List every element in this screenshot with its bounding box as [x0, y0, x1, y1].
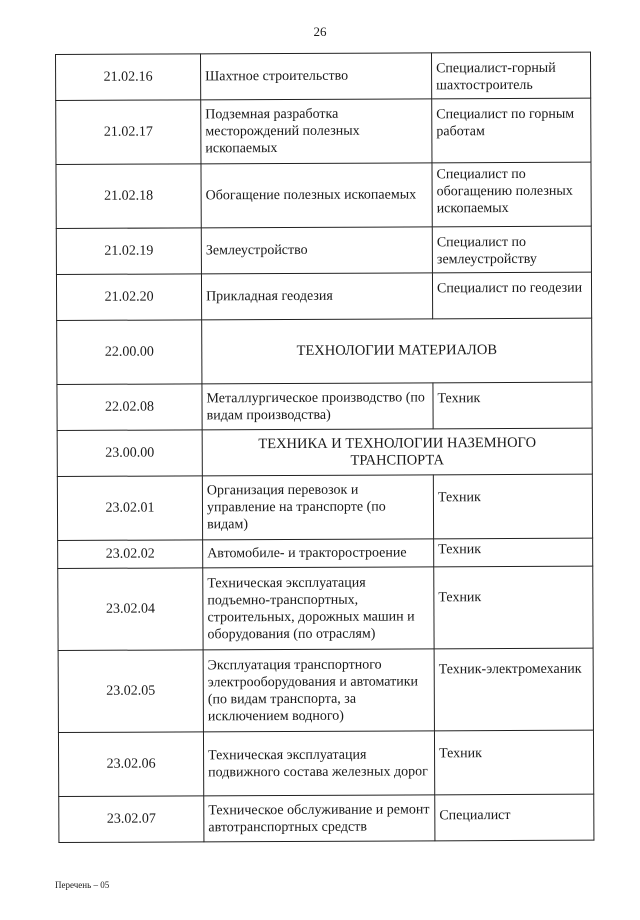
specialty-name: Эксплуатация транспортного электрооборудования и автоматики (по видам транспорта, за исключением водного) — [203, 649, 434, 732]
qualification: Специалист — [435, 794, 594, 841]
qualification: Техник — [433, 474, 592, 539]
specialty-name: Прикладная геодезия — [201, 273, 432, 320]
table-row — [56, 226, 591, 274]
specialty-code: 23.02.05 — [58, 650, 203, 733]
specialty-code: 23.02.01 — [57, 476, 202, 541]
specialty-code: 21.02.17 — [56, 100, 201, 165]
table-row — [58, 566, 593, 650]
table-row — [58, 730, 593, 796]
specialty-code: 23.02.07 — [59, 796, 204, 843]
specialty-code: 21.02.20 — [56, 274, 201, 321]
specialty-name: Металлургическое производство (по видам производства) — [202, 383, 433, 430]
specialty-code: 23.02.02 — [58, 540, 203, 569]
table-row — [56, 98, 591, 164]
section-title: ТЕХНОЛОГИИ МАТЕРИАЛОВ — [202, 318, 592, 384]
specialty-code: 21.02.19 — [56, 228, 201, 275]
qualification: Специалист-горный шахтостроитель — [431, 52, 590, 99]
specialty-name: Подземная разработка месторождений полезных ископаемых — [201, 99, 432, 164]
table-row — [57, 382, 592, 430]
qualification: Специалист по геодезии — [432, 272, 591, 319]
section-row — [57, 428, 592, 476]
specialty-name: Автомобиле- и тракторостроение — [203, 539, 434, 568]
qualification: Специалист по землеустройству — [432, 226, 591, 273]
qualification: Техник — [433, 382, 592, 429]
table-row — [56, 272, 591, 320]
page-footer: Перечень – 05 — [55, 880, 110, 890]
qualification: Специалист по горным работам — [432, 98, 591, 163]
qualification: Техник — [434, 538, 593, 567]
qualification: Техник — [434, 566, 593, 649]
specialty-code: 23.02.04 — [58, 568, 203, 651]
specialty-name: Организация перевозок и управление на транспорте (по видам) — [202, 475, 433, 540]
section-row — [57, 318, 592, 384]
specialty-name: Техническое обслуживание и ремонт автотранспортных средств — [204, 795, 435, 842]
table-row — [56, 52, 591, 100]
specialty-name: Техническая эксплуатация подвижного состава железных дорог — [203, 731, 434, 796]
qualification: Техник-электромеханик — [434, 648, 593, 731]
specialty-code: 22.02.08 — [57, 384, 202, 431]
table-row — [59, 794, 594, 842]
section-code: 23.00.00 — [57, 430, 202, 477]
specialty-name: Шахтное строительство — [201, 53, 432, 100]
section-title: ТЕХНИКА И ТЕХНОЛОГИИ НАЗЕМНОГО ТРАНСПОРТА — [202, 428, 592, 476]
qualification: Техник — [434, 730, 593, 795]
specialty-name: Землеустройство — [201, 227, 432, 274]
table-row — [58, 648, 593, 732]
table-row — [56, 162, 591, 228]
specialty-code: 21.02.18 — [56, 164, 201, 229]
specialty-code: 23.02.06 — [58, 732, 203, 797]
section-code: 22.00.00 — [57, 320, 202, 385]
table-row — [58, 538, 593, 568]
specialty-code: 21.02.16 — [56, 54, 201, 101]
qualification: Специалист по обогащению полезных ископаемых — [432, 162, 591, 227]
specialty-name: Обогащение полезных ископаемых — [201, 163, 432, 228]
table-row — [57, 474, 592, 540]
specialties-table — [55, 52, 594, 843]
specialty-name: Техническая эксплуатация подъемно-транспортных, строительных, дорожных машин и оборудования (по отраслям) — [203, 567, 434, 650]
page-number: 26 — [313, 24, 327, 39]
